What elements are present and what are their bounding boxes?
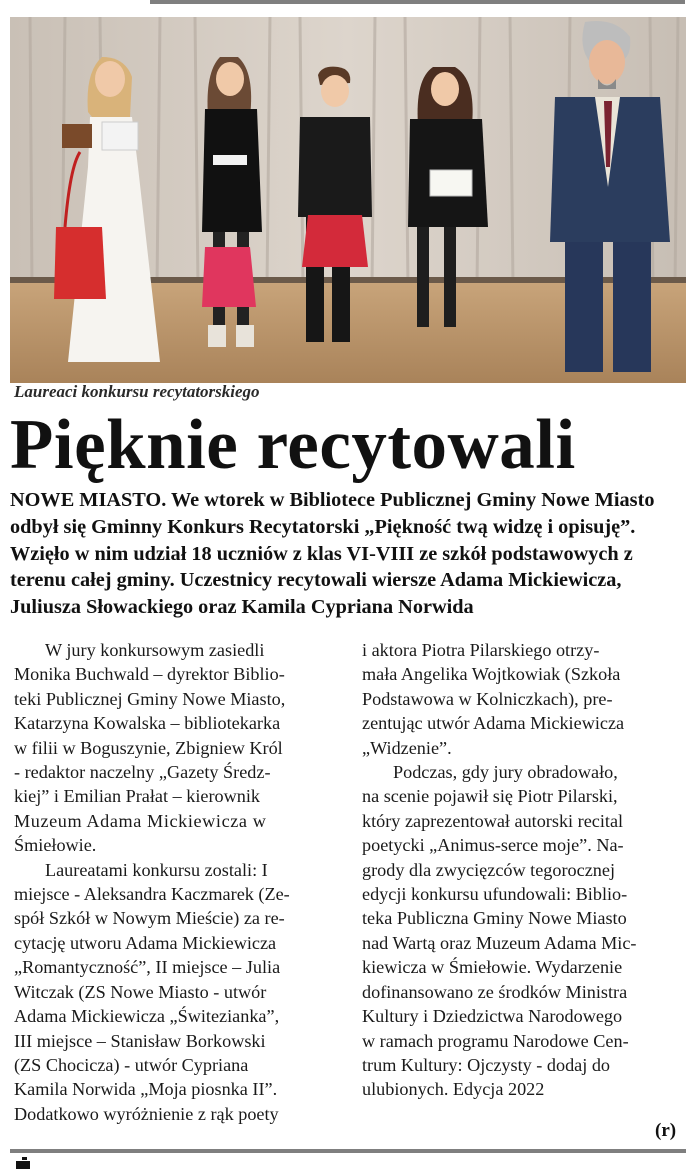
body-line: Muzeum Adama Mickiewicza w — [14, 810, 267, 831]
body-line: Podstawowa w Kolniczkach), pre- — [362, 688, 613, 709]
body-line: Adama Mickiewicza „Świtezianka”, — [14, 1006, 280, 1027]
body-line: (ZS Chocicza) - utwór Cypriana — [14, 1054, 249, 1075]
body-line: Śmiełowie. — [14, 835, 97, 856]
body-line: teka Publiczna Gminy Nowe Miasto — [362, 908, 627, 929]
body-line: grody dla zwycięzców tegorocznej — [362, 859, 615, 880]
body-line: Witczak (ZS Nowe Miasto - utwór — [14, 981, 267, 1002]
body-line: kiewicza w Śmiełowie. Wydarzenie — [362, 957, 623, 978]
lead-line: NOWE MIASTO. We wtorek w Bibliotece Publicznej Gminy Nowe Miasto — [10, 489, 655, 511]
bottom-rule — [10, 1149, 686, 1153]
body-line: Dodatkowo wyróżnienie z rąk poety — [14, 1103, 279, 1124]
body-line: Laureatami konkursu zostali: I — [45, 859, 268, 880]
body-line: teki Publicznej Gminy Nowe Miasto, — [14, 688, 286, 709]
body-line: na scenie pojawił się Piotr Pilarski, — [362, 786, 618, 807]
lead-line: Wzięło w nim udział 18 uczniów z klas VI-VIII ze szkół podstawowych z — [10, 542, 633, 565]
body-line: zentując utwór Adama Mickiewicza — [362, 713, 625, 734]
body-line: mała Angelika Wojtkowiak (Szkoła — [362, 664, 621, 685]
body-line: Kamila Norwida „Moja piosnka II”. — [14, 1079, 278, 1100]
body-line: W jury konkursowym zasiedli — [45, 640, 265, 660]
body-line: miejsce - Aleksandra Kaczmarek (Ze- — [14, 884, 290, 905]
body-line: w filii w Boguszynie, Zbigniew Król — [14, 737, 283, 758]
photo-laureates — [10, 17, 686, 383]
lead-line: odbył się Gminny Konkurs Recytatorski „Piękność twą widzę i opisuję”. — [10, 515, 636, 538]
top-rule — [150, 0, 685, 4]
body-line: Kultury i Dziedzictwa Narodowego — [362, 1006, 623, 1027]
body-line: ulubionych. Edycja 2022 — [362, 1079, 545, 1100]
photo-illustration — [10, 17, 686, 383]
body-line: edycji konkursu ufundowali: Biblio- — [362, 884, 628, 905]
body-line: poetycki „Animus-serce moje”. Na- — [362, 835, 624, 856]
body-line: III miejsce – Stanisław Borkowski — [14, 1030, 266, 1051]
body-line: Katarzyna Kowalska – bibliotekarka — [14, 713, 281, 734]
body-line: dofinansowano ze środków Ministra — [362, 981, 628, 1002]
body-line: - redaktor naczelny „Gazety Średz- — [14, 762, 271, 783]
lead-line: terenu całej gminy. Uczestnicy recytowali wiersze Adama Mickiewicza, — [10, 569, 622, 592]
body-line: kiej” i Emilian Prałat – kierownik — [14, 786, 260, 807]
body-line: Monika Buchwald – dyrektor Biblio- — [14, 664, 285, 685]
body-line: „Widzenie”. — [362, 737, 452, 758]
next-article-fragment — [14, 1156, 34, 1168]
body-line: który zaprezentował autorski recital — [362, 810, 624, 831]
photo-caption: Laureaci konkursu recytatorskiego — [14, 382, 260, 401]
body-line: w ramach programu Narodowe Cen- — [362, 1030, 629, 1051]
body-line: Podczas, gdy jury obradowało, — [393, 762, 618, 783]
body-line: „Romantyczność”, II miejsce – Julia — [14, 957, 281, 978]
article-title: Pięknie recytowali — [10, 406, 576, 484]
body-line: cytację utworu Adama Mickiewicza — [14, 932, 277, 953]
article-lead — [10, 487, 690, 621]
body-line: trum Kultury: Ojczysty - dodaj do — [362, 1054, 611, 1075]
article-column-right — [362, 638, 682, 1102]
body-line: nad Wartą oraz Muzeum Adama Mic- — [362, 932, 637, 953]
body-line: spół Szkół w Nowym Mieście) za re- — [14, 908, 285, 929]
article-column-left — [14, 638, 334, 1126]
body-line: i aktora Piotra Pilarskiego otrzy- — [362, 640, 600, 660]
author-signature: (r) — [655, 1120, 677, 1141]
cropped-heading-glyph — [14, 1157, 34, 1169]
lead-line: Juliusza Słowackiego oraz Kamila Cypriana Norwida — [10, 596, 474, 619]
